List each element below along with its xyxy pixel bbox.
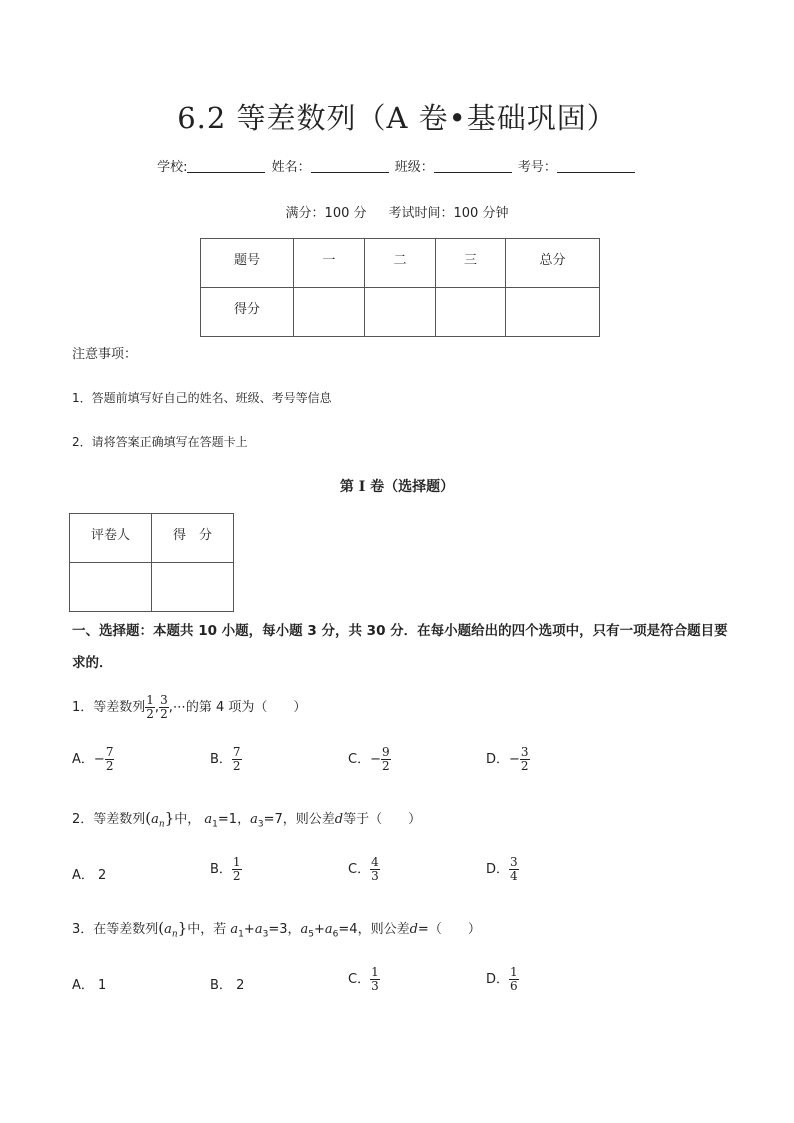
school-label: 学校: <box>157 160 188 175</box>
score-table <box>200 238 600 337</box>
score-table-header: 三 <box>436 239 506 288</box>
option-a[interactable]: A． 1 <box>72 978 107 993</box>
class-label: 班级： <box>394 160 434 175</box>
score-cell[interactable] <box>294 288 365 337</box>
page-title: 6.2 等差数列（A 卷•基础巩固） <box>177 101 617 135</box>
question-text: ,⋯的第 4 项为（ ） <box>168 700 307 715</box>
score-table-row <box>201 288 600 337</box>
question-2: 2．等差数列$(a_n\}$中， $a_1=1$，$a_3=7$，则公差d等于（ ） <box>72 809 422 830</box>
score-cell[interactable] <box>365 288 436 337</box>
score-cell[interactable] <box>152 563 234 612</box>
option-b[interactable]: B． 2 <box>210 978 245 993</box>
exam-meta <box>0 202 794 221</box>
option-b[interactable]: B． $\frac{1}{2}$ <box>210 855 241 883</box>
note-item: 1．答题前填写好自己的姓名、班级、考号等信息 <box>72 391 332 405</box>
score-cell[interactable] <box>436 288 506 337</box>
grader-cell[interactable] <box>70 563 152 612</box>
class-blank[interactable] <box>434 158 512 173</box>
grader-input-row <box>70 563 234 612</box>
option-b[interactable]: B． $\frac{7}{2}$ <box>210 745 241 773</box>
score-cell[interactable] <box>506 288 600 337</box>
part1-heading: 一、选择题：本题共 10 小题，每小题 3 分，共 30 分．在每小题给出的四个选项中，只有一项是符合题目要求的． <box>72 623 728 671</box>
score-table-header-row <box>201 239 600 288</box>
name-label: 姓名： <box>271 160 311 175</box>
option-c[interactable]: C．− $\frac{9}{2}$ <box>348 745 390 773</box>
score-row-label: 得分 <box>201 288 294 337</box>
school-blank[interactable] <box>187 158 265 173</box>
option-a[interactable]: A．− $\frac{7}{2}$ <box>72 745 114 773</box>
grader-table <box>69 513 234 612</box>
option-c[interactable]: C． $\frac{1}{3}$ <box>348 965 379 993</box>
grader-label: 评卷人 <box>70 514 152 563</box>
option-a[interactable]: A． 2 <box>72 868 107 883</box>
score-table-header: 总分 <box>506 239 600 288</box>
exam-time: 考试时间：100 分钟 <box>388 206 509 221</box>
option-c[interactable]: C． $\frac{4}{3}$ <box>348 855 379 883</box>
notes-heading: 注意事项： <box>72 347 138 362</box>
option-d[interactable]: D．− $\frac{3}{2}$ <box>486 745 529 773</box>
grader-header-row <box>70 514 234 563</box>
fraction: $\frac{1}{2}$ <box>146 693 154 721</box>
note-item: 2．请将答案正确填写在答题卡上 <box>72 435 248 449</box>
name-blank[interactable] <box>311 158 389 173</box>
fraction: $\frac{3}{2}$ <box>160 693 168 721</box>
score-table-header: 一 <box>294 239 365 288</box>
student-info-line <box>0 156 794 175</box>
score-table-header: 二 <box>365 239 436 288</box>
exam-no-blank[interactable] <box>557 158 635 173</box>
full-marks: 满分：100 分 <box>285 206 367 221</box>
option-d[interactable]: D． $\frac{3}{4}$ <box>486 855 518 883</box>
score-label: 得 分 <box>152 514 234 563</box>
question-3: 3．在等差数列$(a_n\}$中，若 $a_1+a_3=3$，$a_5+a_6=4$，则公差d=（ ） <box>72 919 481 940</box>
exam-no-label: 考号： <box>517 160 557 175</box>
section-title: 第 I 卷（选择题） <box>339 479 455 495</box>
question-text: 1．等差数列 <box>72 700 146 715</box>
question-1: 1．等差数列 $\frac{1}{2}$ , $\frac{3}{2}$ ,⋯的第 4 项为（ ） <box>72 693 307 721</box>
score-table-header: 题号 <box>201 239 294 288</box>
option-d[interactable]: D． $\frac{1}{6}$ <box>486 965 518 993</box>
